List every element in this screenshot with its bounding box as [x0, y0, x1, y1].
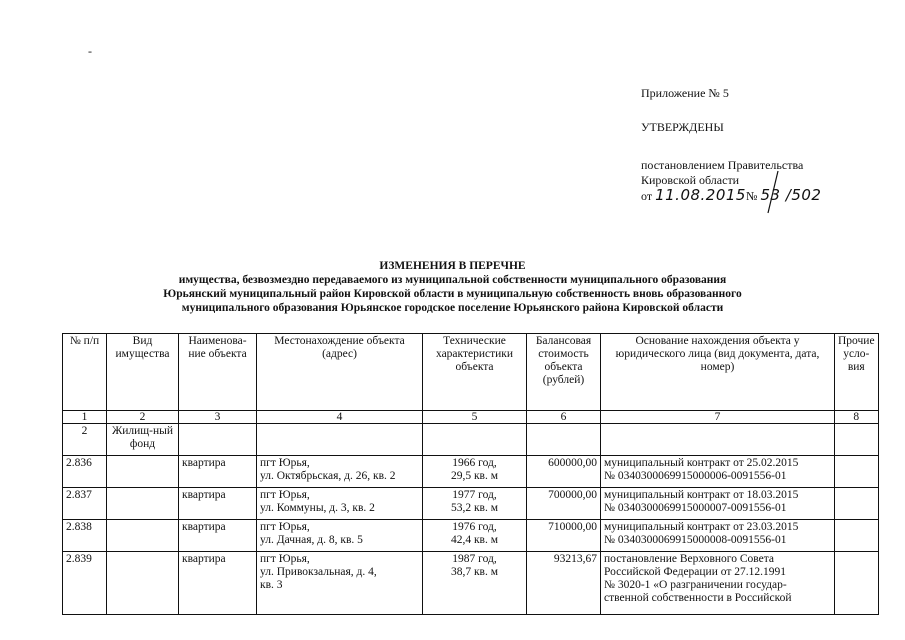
row-name: квартира — [179, 552, 257, 615]
header-name: Наименова-ние объекта — [179, 334, 257, 411]
row-address: пгт Юрья, ул. Октябрьская, д. 26, кв. 2 — [257, 456, 423, 488]
row-name: квартира — [179, 520, 257, 552]
appendix-block — [641, 86, 821, 204]
col-number: 6 — [527, 411, 601, 424]
col-number: 3 — [179, 411, 257, 424]
row-num: 2.839 — [63, 552, 107, 615]
row-tech: 1966 год, 29,5 кв. м — [423, 456, 527, 488]
table-row — [63, 520, 879, 552]
row-address: пгт Юрья, ул. Привокзальная, д. 4, кв. 3 — [257, 552, 423, 615]
group-row — [63, 424, 879, 456]
table-row — [63, 456, 879, 488]
row-cost: 710000,00 — [527, 520, 601, 552]
header-address: Местонахождение объекта (адрес) — [257, 334, 423, 411]
handwritten-date: 11.08.2015 — [655, 186, 746, 204]
header-num: № п/п — [63, 334, 107, 411]
doc-subtitle-line2: Юрьянский муниципальный район Кировской области в муниципальную собственность вновь образованного — [163, 288, 742, 300]
row-tech: 1977 год, 53,2 кв. м — [423, 488, 527, 520]
handwritten-slash-stroke — [762, 170, 782, 214]
resolution-date-line — [641, 188, 821, 204]
doc-title: ИЗМЕНЕНИЯ В ПЕРЕЧНЕ — [379, 260, 526, 272]
table-row — [63, 552, 879, 615]
row-cost: 600000,00 — [527, 456, 601, 488]
group-type: Жилищ-ный фонд — [107, 424, 179, 456]
resolution-line1: постановлением Правительства — [641, 158, 804, 172]
group-num: 2 — [63, 424, 107, 456]
col-number: 7 — [601, 411, 835, 424]
col-number: 5 — [423, 411, 527, 424]
row-basis: муниципальный контракт от 18.03.2015 № 0340300069915000007-0091556-01 — [601, 488, 835, 520]
row-num: 2.838 — [63, 520, 107, 552]
row-cost: 93213,67 — [527, 552, 601, 615]
number-sign: № — [745, 189, 758, 203]
header-basis: Основание нахождения объекта у юридического лица (вид документа, дата, номер) — [601, 334, 835, 411]
handwritten-number: 53 /502 — [760, 186, 822, 204]
col-number: 1 — [63, 411, 107, 424]
row-num: 2.836 — [63, 456, 107, 488]
row-basis: муниципальный контракт от 23.03.2015 № 0340300069915000008-0091556-01 — [601, 520, 835, 552]
row-address: пгт Юрья, ул. Коммуны, д. 3, кв. 2 — [257, 488, 423, 520]
row-tech: 1987 год, 38,7 кв. м — [423, 552, 527, 615]
row-basis: муниципальный контракт от 25.02.2015 № 0340300069915000006-0091556-01 — [601, 456, 835, 488]
row-address: пгт Юрья, ул. Дачная, д. 8, кв. 5 — [257, 520, 423, 552]
col-number: 4 — [257, 411, 423, 424]
col-number: 2 — [107, 411, 179, 424]
header-other: Прочие усло-вия — [835, 334, 879, 411]
column-number-row — [63, 411, 879, 424]
from-prefix: от — [641, 189, 653, 203]
table-header-row — [63, 334, 879, 411]
header-type: Вид имущества — [107, 334, 179, 411]
table-row — [63, 488, 879, 520]
doc-subtitle-line1: имущества, безвозмездно передаваемого из муниципальной собственности муниципального образования — [178, 274, 727, 286]
row-num: 2.837 — [63, 488, 107, 520]
row-name: квартира — [179, 488, 257, 520]
doc-subtitle-line3: муниципального образования Юрьянское городское поселение Юрьянского района Кировской области — [181, 302, 724, 314]
approved-label: УТВЕРЖДЕНЫ — [641, 120, 724, 134]
col-number: 8 — [835, 411, 879, 424]
header-tech: Технические характеристики объекта — [423, 334, 527, 411]
property-table — [62, 333, 879, 615]
appendix-number: Приложение № 5 — [641, 86, 729, 100]
resolution-line2: Кировской области — [641, 173, 740, 187]
row-name: квартира — [179, 456, 257, 488]
row-cost: 700000,00 — [527, 488, 601, 520]
stray-mark: - — [88, 44, 92, 58]
row-tech: 1976 год, 42,4 кв. м — [423, 520, 527, 552]
row-basis: постановление Верховного Совета Российской Федерации от 27.12.1991 № 3020-1 «О разграничении государ- ственной собственности в Российской — [601, 552, 835, 615]
header-cost: Балансовая стоимость объекта (рублей) — [527, 334, 601, 411]
